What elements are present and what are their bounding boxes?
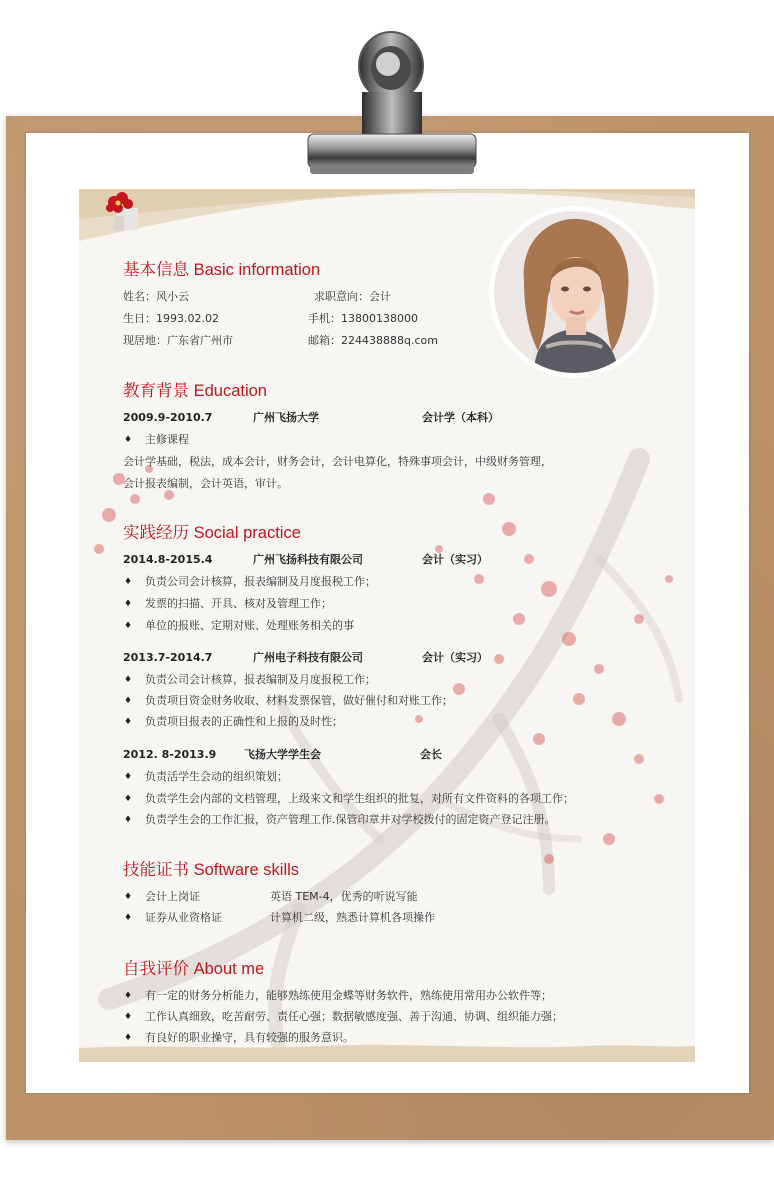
list-bullet-icon: ♦ (124, 772, 133, 782)
list-bullet-icon: ♦ (124, 696, 133, 706)
section-heading-practice: 实践经历 Social practice (123, 524, 301, 542)
job-period: 2014.8-2015.4 (123, 553, 213, 566)
about-item: 工作认真细致，吃苦耐劳、责任心强；数据敏感度强、善于沟通、协调、组织能力强； (145, 1010, 563, 1023)
skill-name: 会计上岗证 (145, 890, 200, 903)
courses-label: 主修课程 (145, 433, 189, 446)
name-field: 姓名：风小云 (123, 290, 189, 303)
education-period: 2009.9-2010.7 (123, 411, 213, 424)
list-bullet-icon: ♦ (124, 717, 133, 727)
list-bullet-icon: ♦ (124, 892, 133, 902)
section-heading-education: 教育背景 Education (123, 382, 267, 400)
section-heading-skills: 技能证书 Software skills (123, 861, 300, 879)
about-item: 有一定的财务分析能力，能够熟练使用金蝶等财务软件，熟练使用常用办公软件等； (145, 989, 552, 1002)
job-duty-item: 单位的报账、定期对账、处理账务相关的事 (145, 619, 354, 632)
email-field: 邮箱：224438888q.com (308, 334, 438, 347)
list-bullet-icon: ♦ (124, 675, 133, 685)
skill-detail: 英语 TEM-4，优秀的听说写能 (270, 890, 418, 903)
job-duty-item: 发票的扫描、开具、核对及管理工作； (145, 597, 332, 610)
list-bullet-icon: ♦ (124, 815, 133, 825)
address-field: 现居地：广东省广州市 (123, 334, 233, 347)
job-role: 会计（实习） (422, 651, 488, 664)
list-bullet-icon: ♦ (124, 621, 133, 631)
list-bullet-icon: ♦ (124, 794, 133, 804)
section-heading-about: 自我评价 About me (123, 960, 265, 978)
courses-line-1: 会计学基础，税法，成本会计，财务会计，会计电算化，特殊事项会计，中级财务管理， (123, 455, 552, 468)
job-duty-item: 负责项目报表的正确性和上报的及时性； (145, 715, 343, 728)
job-role: 会长 (420, 748, 442, 761)
list-bullet-icon: ♦ (124, 435, 133, 445)
phone-field: 手机：13800138000 (308, 312, 418, 325)
courses-line-2: 会计报表编制，会计英语，审计。 (123, 477, 288, 490)
red-flower-icon (100, 188, 144, 236)
job-duty-item: 负责公司会计核算，报表编制及月度报税工作； (145, 673, 376, 686)
job-organization: 飞扬大学学生会 (244, 748, 321, 761)
job-duty-item: 负责活学生会动的组织策划； (145, 770, 288, 783)
job-duty-item: 负责学生会内部的文档管理，上级来文和学生组织的批复，对所有文件资料的各项工作； (145, 792, 574, 805)
education-school: 广州飞扬大学 (253, 411, 319, 424)
skill-detail: 计算机二级，熟悉计算机各项操作 (270, 911, 435, 924)
job-duty-item: 负责公司会计核算，报表编制及月度报税工作； (145, 575, 376, 588)
list-bullet-icon: ♦ (124, 599, 133, 609)
job-duty-item: 负责学生会的工作汇报，资产管理工作.保管印章并对学校拨付的固定资产登记注册。 (145, 813, 556, 826)
list-bullet-icon: ♦ (124, 913, 133, 923)
list-bullet-icon: ♦ (124, 577, 133, 587)
birthday-field: 生日：1993.02.02 (123, 312, 219, 325)
job-role: 会计（实习） (422, 553, 488, 566)
skill-name: 证券从业资格证 (145, 911, 222, 924)
binder-clip-icon (304, 24, 480, 180)
job-organization: 广州电子科技有限公司 (253, 651, 363, 664)
job-period: 2013.7-2014.7 (123, 651, 213, 664)
job-duty-item: 负责项目资金财务收取、材料发票保管，做好催付和对账工作； (145, 694, 453, 707)
about-item: 有良好的职业操守，具有较强的服务意识。 (145, 1031, 354, 1044)
profile-photo (489, 206, 659, 378)
job-intent-field: 求职意向：会计 (314, 290, 391, 303)
education-major: 会计学（本科） (422, 411, 499, 424)
job-organization: 广州飞扬科技有限公司 (253, 553, 363, 566)
list-bullet-icon: ♦ (124, 1012, 133, 1022)
torn-paper-bottom-decoration (79, 1042, 695, 1062)
job-period: 2012. 8-2013.9 (123, 748, 217, 761)
list-bullet-icon: ♦ (124, 1033, 133, 1043)
section-heading-basic: 基本信息 Basic information (123, 261, 321, 279)
list-bullet-icon: ♦ (124, 991, 133, 1001)
